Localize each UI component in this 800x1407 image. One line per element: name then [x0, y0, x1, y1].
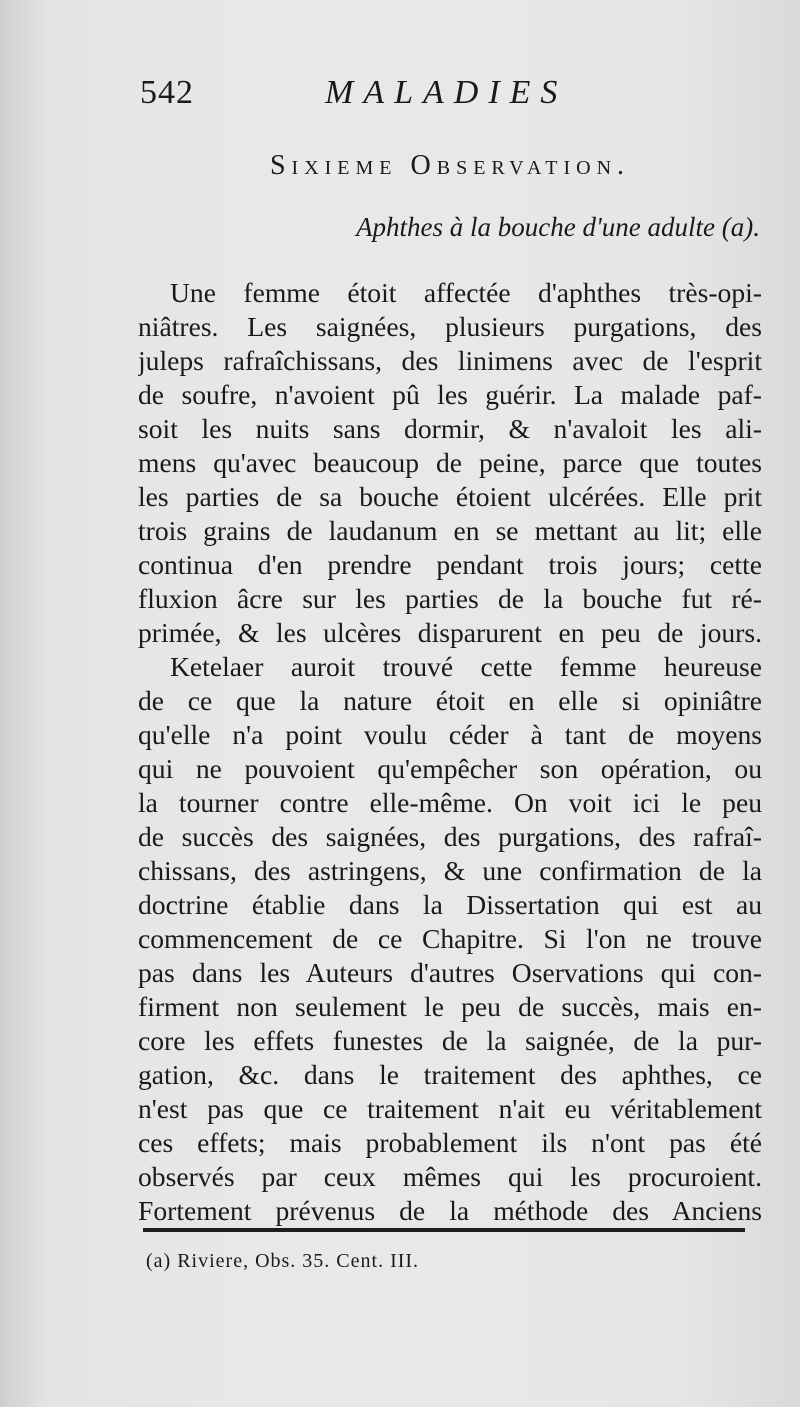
text-line: Fortement prévenus de la méthode des Anciens	[138, 1195, 762, 1226]
body-text	[138, 276, 762, 1228]
text-line: fluxion âcre sur les parties de la bouche fut ré-	[138, 583, 762, 614]
text-line: Ketelaer auroit trouvé cette femme heureuse	[170, 651, 762, 682]
text-line: la tourner contre elle-même. On voit ici le peu	[138, 787, 762, 818]
section-heading: Sixieme Observation.	[269, 150, 631, 181]
footnote-rule	[143, 1228, 745, 1232]
text-line: soit les nuits sans dormir, & n'avaloit les ali-	[138, 413, 762, 444]
text-line: gation, &c. dans le traitement des aphthes, ce	[138, 1059, 762, 1090]
text-line: trois grains de laudanum en se mettant au lit; elle	[138, 515, 762, 546]
text-line: qu'elle n'a point voulu céder à tant de moyens	[138, 719, 762, 750]
text-line: de succès des saignées, des purgations, des rafraî-	[138, 821, 762, 852]
text-line: firment non seulement le peu de succès, mais en-	[138, 991, 762, 1022]
text-line: niâtres. Les saignées, plusieurs purgations, des	[138, 311, 762, 342]
section-subheading: Aphthes à la bouche d'une adulte (a).	[356, 212, 760, 242]
text-line: n'est pas que ce traitement n'ait eu véritablement	[138, 1093, 762, 1124]
text-line: Une femme étoit affectée d'aphthes très-opi-	[170, 277, 762, 308]
text-line: observés par ceux mêmes qui les procuroient.	[138, 1161, 762, 1192]
text-line: doctrine établie dans la Dissertation qui est au	[138, 889, 762, 920]
running-title: MALADIES	[325, 74, 568, 111]
text-line: de ce que la nature étoit en elle si opiniâtre	[138, 685, 762, 716]
text-line: ces effets; mais probablement ils n'ont pas été	[138, 1127, 762, 1158]
text-line: mens qu'avec beaucoup de peine, parce que toutes	[138, 447, 762, 478]
text-line: pas dans les Auteurs d'autres Oservations qui con-	[138, 957, 762, 988]
text-line: core les effets funestes de la saignée, de la pur-	[138, 1025, 762, 1056]
footnote: (a) Riviere, Obs. 35. Cent. III.	[146, 1250, 420, 1272]
text-line: juleps rafraîchissans, des linimens avec de l'esprit	[138, 345, 762, 376]
text-line: de soufre, n'avoient pû les guérir. La malade paf-	[138, 379, 762, 410]
page-number: 542	[140, 74, 194, 111]
text-line: les parties de sa bouche étoient ulcérées. Elle prit	[138, 481, 762, 512]
text-line: continua d'en prendre pendant trois jours; cette	[138, 549, 762, 580]
text-line: commencement de ce Chapitre. Si l'on ne trouve	[138, 923, 762, 954]
running-head	[140, 74, 760, 124]
text-line: qui ne pouvoient qu'empêcher son opération, ou	[138, 753, 762, 784]
text-line: primée, & les ulcères disparurent en peu de jours.	[138, 617, 762, 648]
text-line: chissans, des astringens, & une confirmation de la	[138, 855, 762, 886]
